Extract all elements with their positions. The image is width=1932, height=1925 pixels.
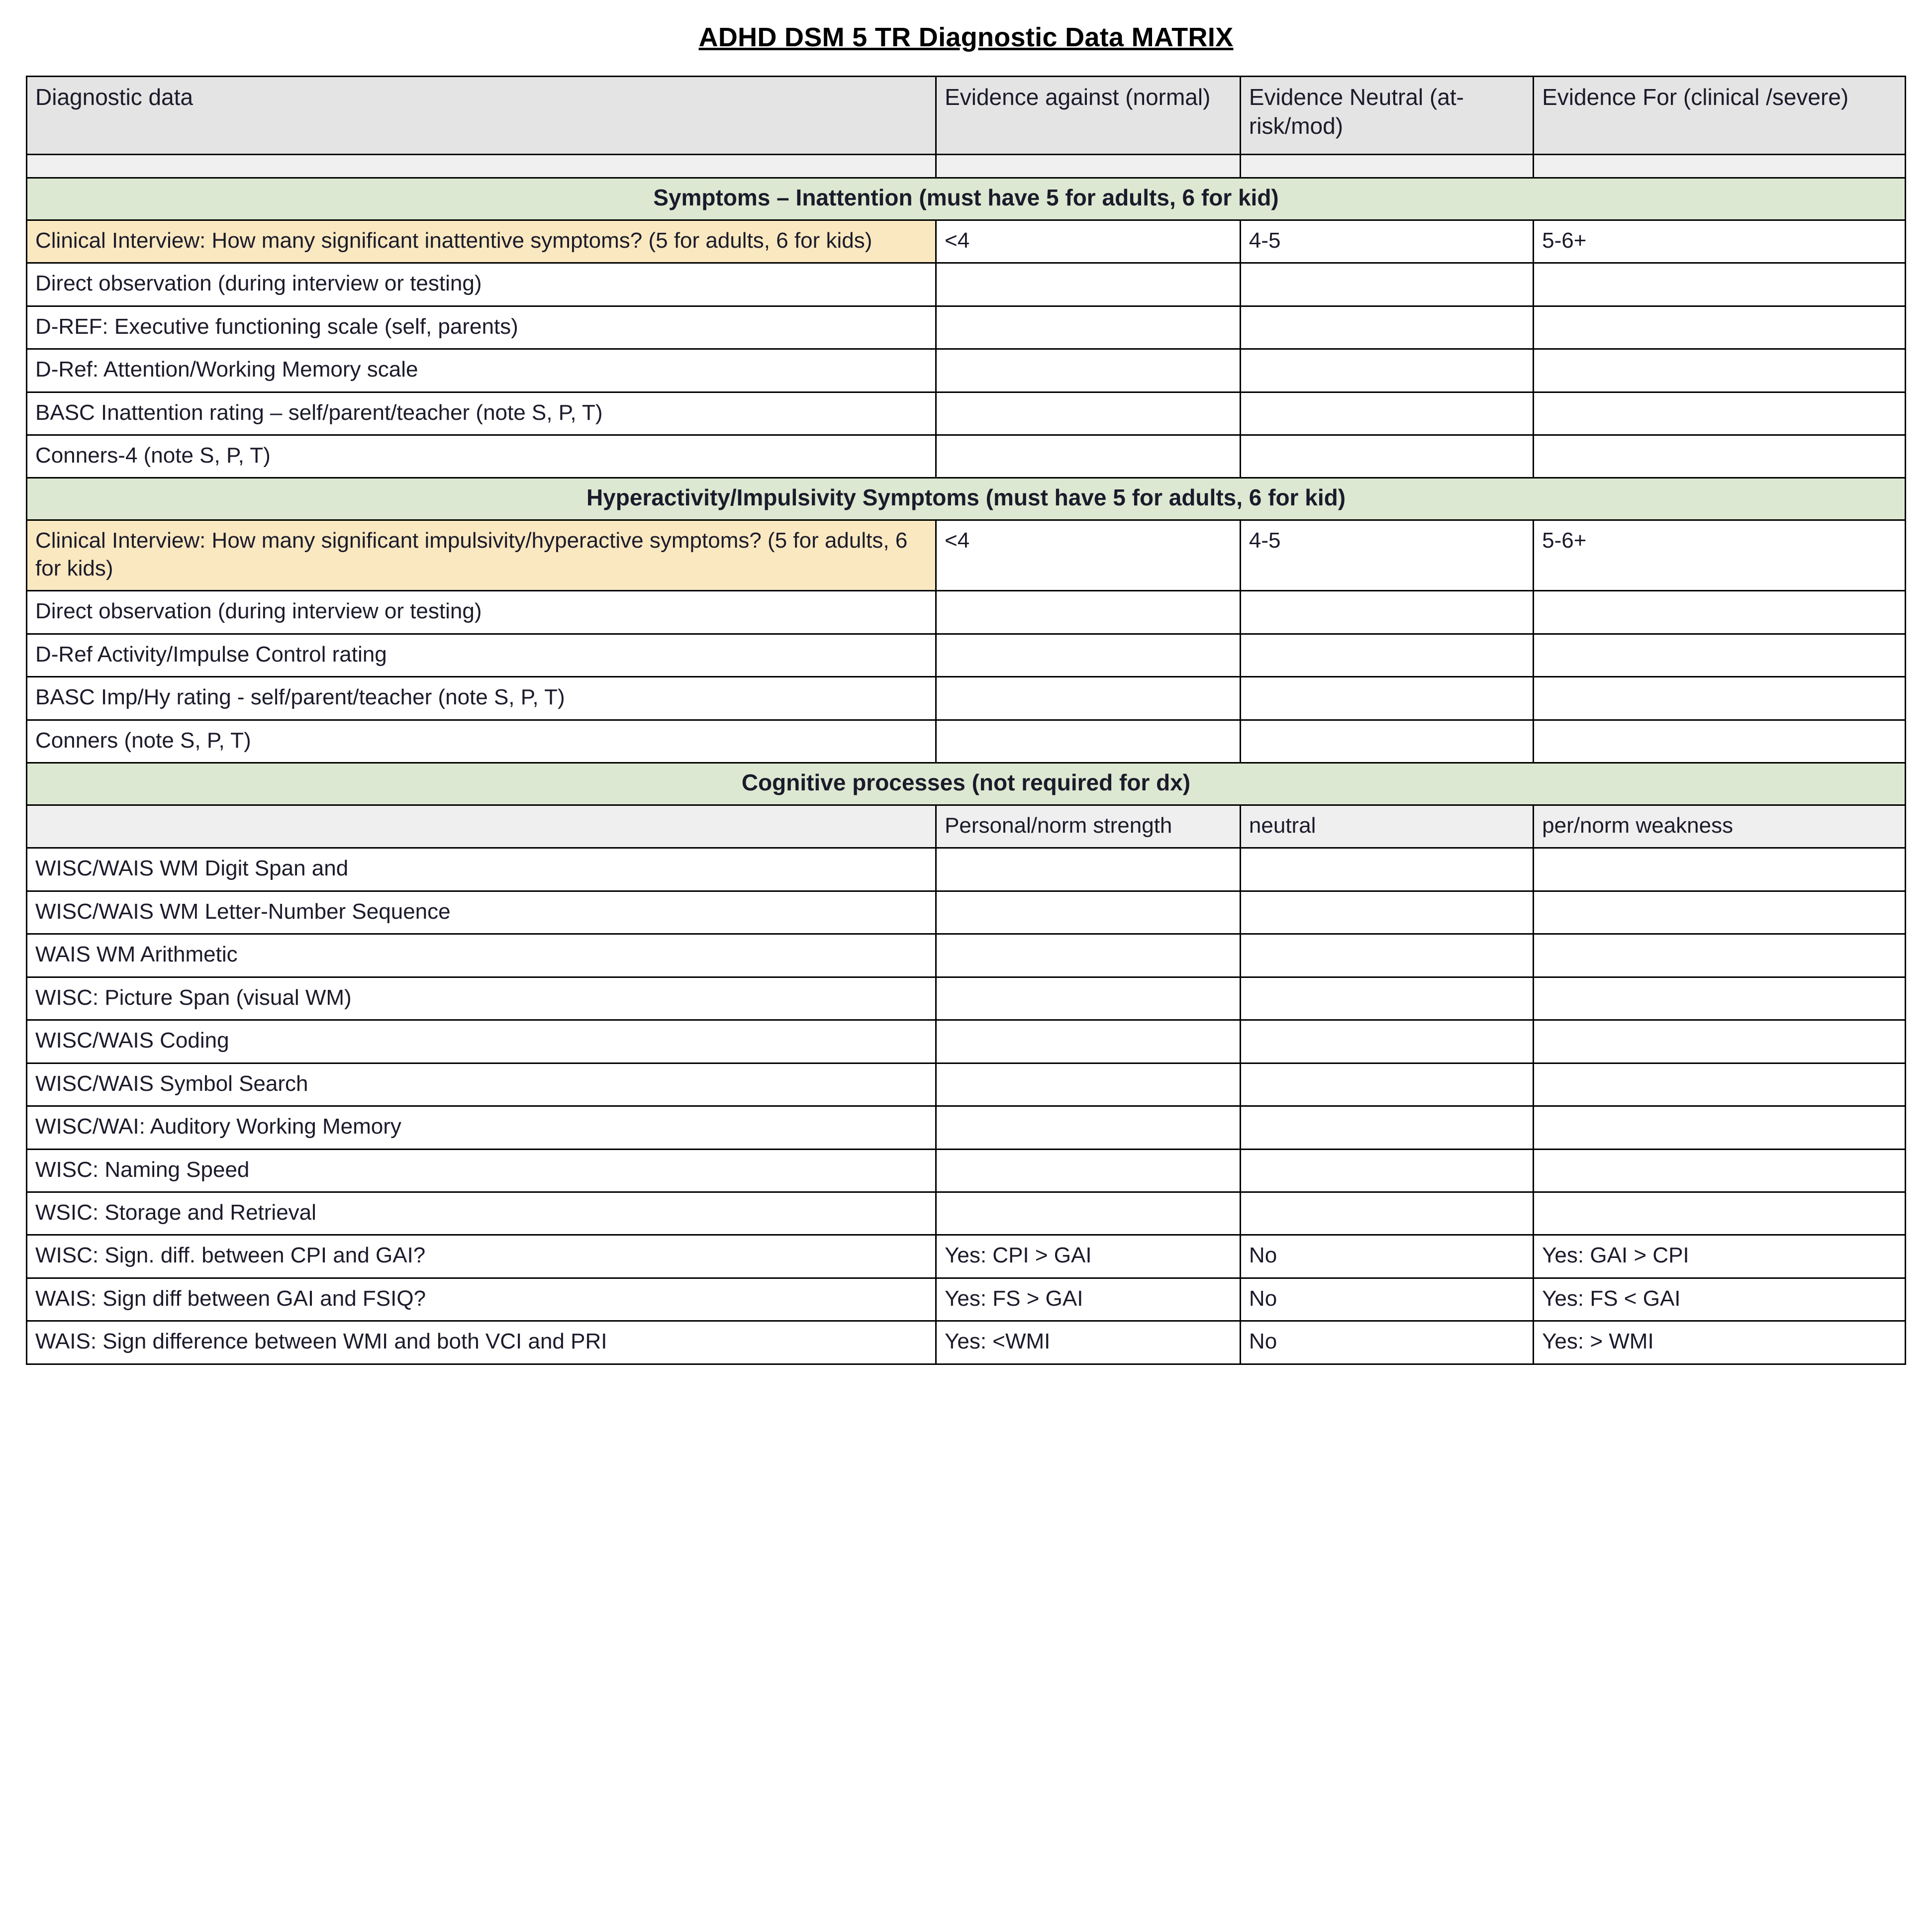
cell-evidence-against [936, 591, 1241, 634]
section-header-row [27, 763, 1906, 805]
cell-evidence-neutral [1240, 934, 1533, 977]
table-row [27, 349, 1906, 392]
cell-evidence-neutral [1240, 1063, 1533, 1106]
cell-evidence-for: Yes: FS < GAI [1534, 1278, 1906, 1321]
cell-evidence-neutral: 4-5 [1240, 520, 1533, 591]
cell-evidence-for [1534, 591, 1906, 634]
cell-evidence-for [1534, 891, 1906, 934]
cell-evidence-against [936, 891, 1241, 934]
empty-cell-content [1542, 399, 1897, 426]
cell-evidence-for: 5-6+ [1534, 220, 1906, 263]
cell-evidence-against [936, 1063, 1241, 1106]
cell-evidence-for: Yes: GAI > CPI [1534, 1235, 1906, 1278]
table-row [27, 634, 1906, 676]
cell-evidence-for [1534, 1063, 1906, 1106]
section-title: Symptoms – Inattention (must have 5 for adults, 6 for kid) [27, 178, 1906, 220]
cell-evidence-for [1534, 1192, 1906, 1235]
cell-evidence-against [936, 306, 1241, 349]
row-label: WISC/WAIS Symbol Search [27, 1063, 936, 1106]
cell-evidence-against [936, 634, 1241, 676]
empty-cell-content [1249, 1027, 1525, 1054]
row-label: WAIS: Sign diff between GAI and FSIQ? [27, 1278, 936, 1321]
empty-cell-content [945, 1027, 1232, 1054]
empty-cell-content [945, 356, 1232, 383]
empty-cell-content [1249, 1199, 1525, 1226]
empty-cell-content [1249, 941, 1525, 968]
cell-evidence-against [936, 1020, 1241, 1063]
cell-evidence-neutral: No [1240, 1278, 1533, 1321]
cell-evidence-against [936, 1192, 1241, 1235]
empty-cell-content [1249, 984, 1525, 1011]
empty-cell-content [1542, 984, 1897, 1011]
column-header-evidence-for: Evidence For (clinical /severe) [1534, 77, 1906, 155]
table-row [27, 805, 1906, 848]
table-row [27, 934, 1906, 977]
table-row [27, 720, 1906, 763]
cell-evidence-for: per/norm weakness [1534, 805, 1906, 848]
table-row [27, 1149, 1906, 1192]
table-row [27, 1192, 1906, 1235]
cell-evidence-against: Yes: CPI > GAI [936, 1235, 1241, 1278]
cell-evidence-against [936, 435, 1241, 478]
cell-evidence-for [1534, 435, 1906, 478]
cell-evidence-neutral [1240, 435, 1533, 478]
row-label: D-Ref Activity/Impulse Control rating [27, 634, 936, 676]
empty-cell-content [945, 941, 1232, 968]
cell-evidence-against [936, 1106, 1241, 1149]
cell-evidence-against [936, 392, 1241, 435]
row-label: Direct observation (during interview or testing) [27, 591, 936, 634]
table-row [27, 677, 1906, 720]
empty-cell-content [945, 641, 1232, 668]
cell-evidence-for [1534, 1149, 1906, 1192]
cell-evidence-neutral [1240, 634, 1533, 676]
empty-cell-content [1542, 1027, 1897, 1054]
cell-evidence-against: Personal/norm strength [936, 805, 1241, 848]
empty-cell-content [945, 399, 1232, 426]
empty-cell-content [1542, 356, 1897, 383]
table-row [27, 1321, 1906, 1364]
row-label: WAIS WM Arithmetic [27, 934, 936, 977]
empty-cell-content [945, 683, 1232, 711]
row-label: Conners-4 (note S, P, T) [27, 435, 936, 478]
cell-evidence-for [1534, 349, 1906, 392]
row-label: WISC: Sign. diff. between CPI and GAI? [27, 1235, 936, 1278]
spacer-cell [1534, 154, 1906, 178]
empty-cell-content [1542, 641, 1897, 668]
empty-cell-content [1542, 855, 1897, 882]
cell-evidence-neutral: neutral [1240, 805, 1533, 848]
empty-cell-content [945, 1156, 1232, 1183]
table-row [27, 520, 1906, 591]
cell-evidence-neutral: No [1240, 1235, 1533, 1278]
cell-evidence-neutral [1240, 306, 1533, 349]
cell-evidence-neutral [1240, 1149, 1533, 1192]
cell-evidence-against [936, 1149, 1241, 1192]
empty-cell-content [1249, 270, 1525, 297]
row-label: WISC/WAIS Coding [27, 1020, 936, 1063]
cell-evidence-neutral [1240, 677, 1533, 720]
empty-cell-content [945, 1199, 1232, 1226]
cell-evidence-for [1534, 634, 1906, 676]
matrix-body [27, 77, 1906, 1364]
empty-cell-content [945, 1113, 1232, 1140]
empty-cell-content [1249, 683, 1525, 711]
column-header-evidence-neutral: Evidence Neutral (at-risk/mod) [1240, 77, 1533, 155]
empty-cell-content [1542, 442, 1897, 469]
row-label: Clinical Interview: How many significant impulsivity/hyperactive symptoms? (5 for adults, 6 for kids) [27, 520, 936, 591]
row-label: BASC Imp/Hy rating - self/parent/teacher (note S, P, T) [27, 677, 936, 720]
empty-cell-content [1542, 727, 1897, 754]
empty-cell-content [1542, 1113, 1897, 1140]
table-row [27, 1063, 1906, 1106]
cell-evidence-neutral [1240, 263, 1533, 306]
empty-cell-content [1249, 399, 1525, 426]
cell-evidence-neutral [1240, 891, 1533, 934]
cell-evidence-against: Yes: FS > GAI [936, 1278, 1241, 1321]
row-label: WSIC: Storage and Retrieval [27, 1192, 936, 1235]
cell-evidence-for: 5-6+ [1534, 520, 1906, 591]
row-label: WISC: Naming Speed [27, 1149, 936, 1192]
cell-evidence-for: Yes: > WMI [1534, 1321, 1906, 1364]
row-label: BASC Inattention rating – self/parent/teacher (note S, P, T) [27, 392, 936, 435]
table-row [27, 1020, 1906, 1063]
table-row [27, 591, 1906, 634]
column-header-diagnostic-data: Diagnostic data [27, 77, 936, 155]
row-label: Clinical Interview: How many significant inattentive symptoms? (5 for adults, 6 for kids) [27, 220, 936, 263]
row-label: WISC: Picture Span (visual WM) [27, 977, 936, 1020]
empty-cell-content [1249, 855, 1525, 882]
row-label: Direct observation (during interview or testing) [27, 263, 936, 306]
empty-cell-content [1542, 1199, 1897, 1226]
cell-evidence-for [1534, 1020, 1906, 1063]
row-label: WISC/WAI: Auditory Working Memory [27, 1106, 936, 1149]
empty-cell-content [1249, 1113, 1525, 1140]
cell-evidence-for [1534, 720, 1906, 763]
empty-cell-content [1542, 898, 1897, 925]
cell-evidence-for [1534, 977, 1906, 1020]
cell-evidence-against: <4 [936, 520, 1241, 591]
table-row [27, 1278, 1906, 1321]
empty-cell-content [945, 855, 1232, 882]
empty-cell-content [945, 313, 1232, 340]
spacer-cell [936, 154, 1241, 178]
empty-cell-content [35, 812, 927, 839]
row-label: WISC/WAIS WM Digit Span and [27, 848, 936, 891]
cell-evidence-against: <4 [936, 220, 1241, 263]
cell-evidence-neutral: 4-5 [1240, 220, 1533, 263]
empty-cell-content [1542, 270, 1897, 297]
cell-evidence-neutral [1240, 720, 1533, 763]
empty-cell-content [1249, 1070, 1525, 1097]
table-header-row [27, 77, 1906, 155]
cell-evidence-for [1534, 677, 1906, 720]
cell-evidence-against [936, 720, 1241, 763]
empty-cell-content [945, 597, 1232, 625]
cell-evidence-against: Yes: <WMI [936, 1321, 1241, 1364]
row-label [27, 805, 936, 848]
row-label: WAIS: Sign difference between WMI and both VCI and PRI [27, 1321, 936, 1364]
empty-cell-content [1249, 356, 1525, 383]
section-title: Hyperactivity/Impulsivity Symptoms (must have 5 for adults, 6 for kid) [27, 478, 1906, 520]
empty-cell-content [945, 984, 1232, 1011]
empty-cell-content [1249, 898, 1525, 925]
table-row [27, 392, 1906, 435]
empty-cell-content [945, 442, 1232, 469]
empty-cell-content [1249, 313, 1525, 340]
empty-cell-content [1542, 1156, 1897, 1183]
row-label: D-REF: Executive functioning scale (self, parents) [27, 306, 936, 349]
section-header-row [27, 178, 1906, 220]
cell-evidence-for [1534, 263, 1906, 306]
empty-cell-content [1542, 313, 1897, 340]
cell-evidence-against [936, 977, 1241, 1020]
empty-cell-content [1249, 597, 1525, 625]
cell-evidence-against [936, 677, 1241, 720]
cell-evidence-for [1534, 1106, 1906, 1149]
cell-evidence-for [1534, 306, 1906, 349]
cell-evidence-neutral [1240, 591, 1533, 634]
cell-evidence-neutral [1240, 1106, 1533, 1149]
cell-evidence-neutral [1240, 392, 1533, 435]
cell-evidence-for [1534, 934, 1906, 977]
diagnostic-data-matrix [26, 76, 1906, 1365]
empty-cell-content [945, 898, 1232, 925]
cell-evidence-against [936, 848, 1241, 891]
row-label: WISC/WAIS WM Letter-Number Sequence [27, 891, 936, 934]
cell-evidence-neutral [1240, 349, 1533, 392]
spacer-cell [1240, 154, 1533, 178]
row-label: Conners (note S, P, T) [27, 720, 936, 763]
table-row [27, 977, 1906, 1020]
empty-cell-content [945, 727, 1232, 754]
spacer-row [27, 154, 1906, 178]
table-row [27, 1235, 1906, 1278]
empty-cell-content [1542, 941, 1897, 968]
empty-cell-content [1249, 641, 1525, 668]
cell-evidence-for [1534, 848, 1906, 891]
cell-evidence-for [1534, 392, 1906, 435]
table-row [27, 306, 1906, 349]
empty-cell-content [1249, 727, 1525, 754]
cell-evidence-neutral [1240, 848, 1533, 891]
empty-cell-content [945, 1070, 1232, 1097]
spacer-cell [27, 154, 936, 178]
row-label: D-Ref: Attention/Working Memory scale [27, 349, 936, 392]
empty-cell-content [1542, 683, 1897, 711]
cell-evidence-against [936, 349, 1241, 392]
empty-cell-content [1249, 442, 1525, 469]
cell-evidence-against [936, 263, 1241, 306]
table-row [27, 263, 1906, 306]
empty-cell-content [1542, 1070, 1897, 1097]
cell-evidence-neutral [1240, 977, 1533, 1020]
cell-evidence-against [936, 934, 1241, 977]
column-header-evidence-against: Evidence against (normal) [936, 77, 1241, 155]
table-row [27, 891, 1906, 934]
cell-evidence-neutral [1240, 1192, 1533, 1235]
empty-cell-content [1542, 597, 1897, 625]
table-row [27, 220, 1906, 263]
table-row [27, 848, 1906, 891]
cell-evidence-neutral [1240, 1020, 1533, 1063]
empty-cell-content [945, 270, 1232, 297]
page-title: ADHD DSM 5 TR Diagnostic Data MATRIX [698, 22, 1234, 52]
table-row [27, 1106, 1906, 1149]
empty-cell-content [1249, 1156, 1525, 1183]
section-header-row [27, 478, 1906, 520]
table-row [27, 435, 1906, 478]
cell-evidence-neutral: No [1240, 1321, 1533, 1364]
section-title: Cognitive processes (not required for dx) [27, 763, 1906, 805]
